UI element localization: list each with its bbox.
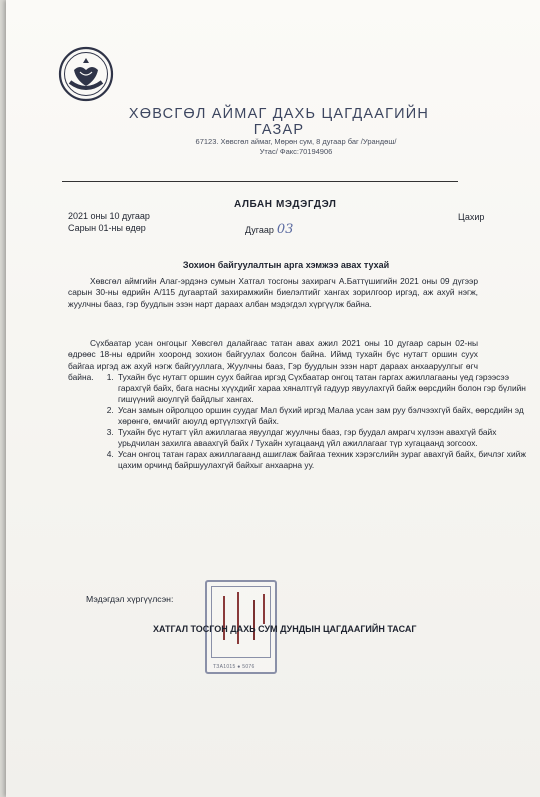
document-date: [68, 210, 150, 234]
document-type: АЛБАН МЭДЭГДЭЛ: [234, 199, 337, 210]
instruction-list: [68, 372, 526, 471]
police-emblem-icon: [58, 46, 114, 102]
date-line-1: 2021 оны 10 дугаар: [68, 211, 150, 221]
stamp-signature-stroke: [237, 592, 239, 644]
list-item: 1. Тухайн бүс нутагт оршин суух байгаа иргэд Сүхбаатар онгоц татан гаргах ажиллагааны үед гэрээсээ гарахгүй байх, бага насны хүүхдийг хараа хяналтгүй гадуур явуулахгүй байж өөрсдийн болон гэр бүлийн гишүүний аюулгүй байдлыг хангах.: [116, 372, 526, 405]
date-line-2: Сарын 01-ны өдөр: [68, 223, 146, 233]
closing-line: Мэдэгдэл хүргүүлсэн:: [86, 594, 174, 604]
stamp-signature-stroke: [263, 594, 265, 624]
body-paragraph-1: [68, 276, 478, 310]
organization-address: [156, 137, 436, 157]
list-item: 2. Усан замын ойролцоо оршин суудаг Мал бүхий иргэд Малаа усан зам руу бэлчээхгүй байх, өөрсдийн эд хөрөнгө, өмчийг аюулд өртүүлэхгүй байх.: [116, 405, 526, 427]
document-subject: Зохион байгуулалтын арга хэмжээ авах тухай: [182, 260, 390, 270]
signature-block: ХАТГАЛ ТОСГОН ДАХЬ СУМ ДУНДЫН ЦАГДААГИЙН ТАСАГ: [153, 624, 417, 634]
stamp-frame: [211, 586, 271, 658]
header-divider: [62, 181, 458, 182]
stamp-number: ТЗА1015 ● 5076: [213, 664, 255, 670]
phone-fax-line: Утас/ Факс:70194906: [259, 147, 333, 156]
document-place: Цахир: [458, 212, 485, 222]
list-item: 4. Усан онгоц татан гарах ажиллагаанд ашиглаж байгаа техник хэрэгслийн зураг авахгүй байх, бичлэг хийж цахим орчинд байршуулахгүй байхыг анхаарна уу.: [116, 449, 526, 471]
paragraph-1-text: Хөвсгөл аймгийн Алаг-эрдэнэ сумын Хатгал тосгоны захирагч А.Баттүшигийн 2021 оны 09 дүгээр сарын 30-ны өдрийн А/115 дугаартай захирамжийн биелэлтийг хангах зорилгоор иргэд, аж ахуй нэгж, жуулчны бааз, гэр буудлын эзэн нарт дараах албан мэдэгдэл хүргүүлж байна.: [68, 276, 478, 309]
document-number: [245, 222, 293, 237]
paragraph-2-text: Сүхбаатар усан онгоцыг Хөвсгөл далайгаас татан авах ажил 2021 оны 10 дугаар сарын 02-ны өдрөөс 18-ны өдрийн хооронд зохион байгуулах болсон байна. Иймд тухайн бүс нутагт оршин суух байгаа иргэд аж ахуй нэгж байгууллага, Жуулчны бааз, Гэр буудлын эзэн нарт дараах анхааруулгыг өгч байна.: [68, 338, 478, 383]
number-handwritten: 03: [276, 222, 294, 237]
organization-title: ХӨВСГӨЛ АЙМАГ ДАХЬ ЦАГДААГИЙН ГАЗАР: [128, 106, 430, 138]
address-line: 67123. Хөвсгөл аймаг, Мөрөн сум, 8 дугаар баг /Урандөш/: [195, 137, 397, 146]
stamp-signature-stroke: [253, 600, 255, 640]
number-label: Дугаар: [245, 225, 274, 235]
document-page: [6, 0, 540, 797]
list-item: 3. Тухайн бүс нутагт үйл ажиллагаа явуулдаг жуулчны бааз, гэр буудал амрагч хүлээн авахгүй байх урьдчилан захилга аваахгүй байх / Тухайн хугацаанд үйл ажиллагааг түр хугацаанд зогсоох.: [116, 427, 526, 449]
